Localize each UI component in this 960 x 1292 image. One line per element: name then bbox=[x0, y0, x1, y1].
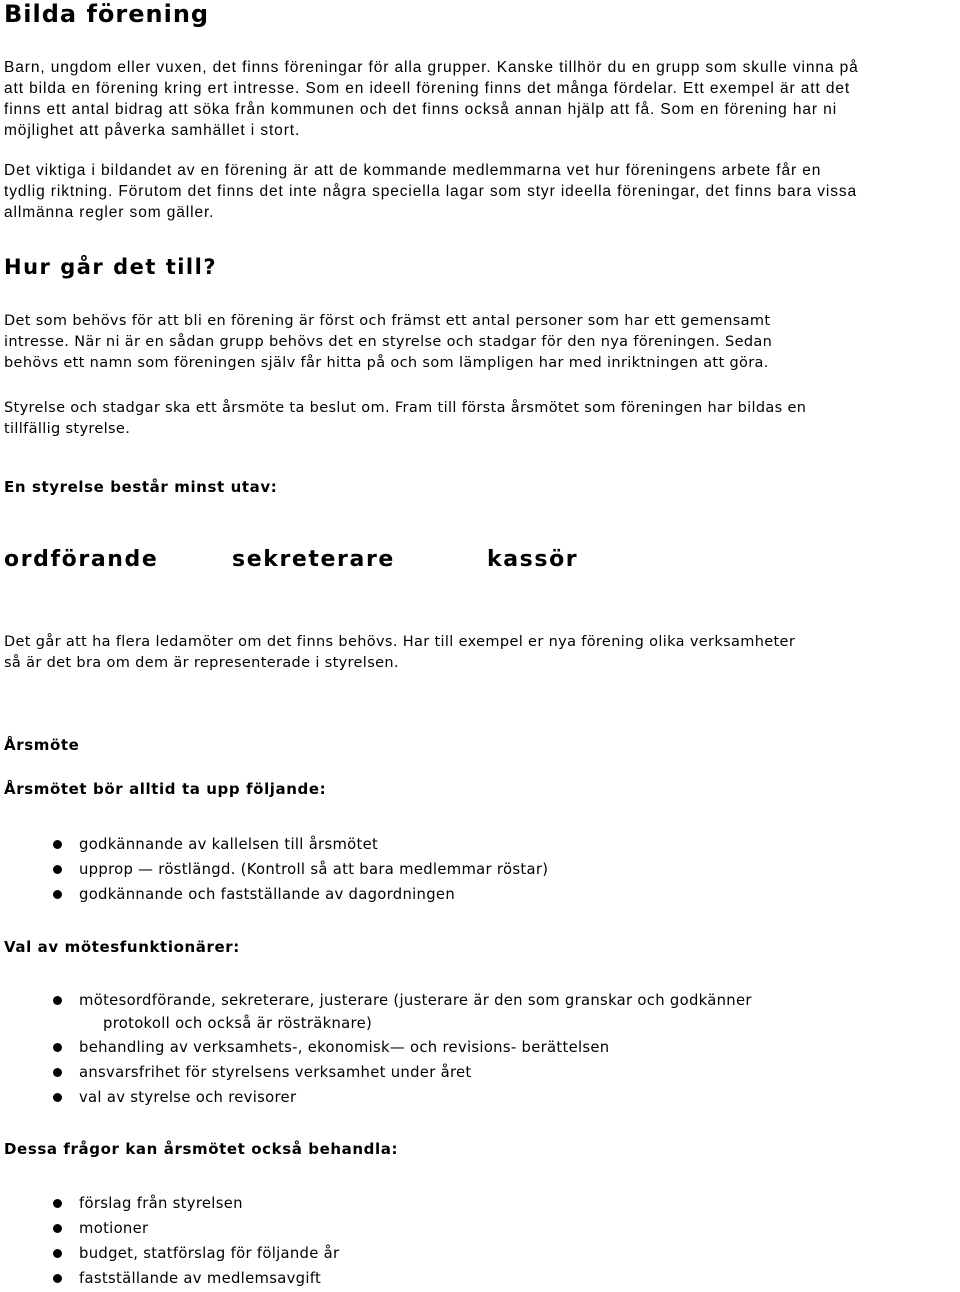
text-line: intresse. När ni är en sådan grupp behövs det en styrelse och stadgar för den nya föreningen. Sedan bbox=[4, 334, 773, 350]
bullet-icon bbox=[53, 865, 62, 874]
list-item-text: ansvarsfrihet för styrelsens verksamhet under året bbox=[79, 1064, 472, 1081]
text-line: Barn, ungdom eller vuxen, det finns föreningar för alla grupper. Kanske tillhör du en grupp som skulle vinna på bbox=[4, 59, 859, 76]
bullet-icon bbox=[53, 1068, 62, 1077]
section-heading-how: Hur går det till? bbox=[4, 255, 218, 279]
list-item bbox=[4, 1035, 752, 1060]
bullet-icon bbox=[53, 840, 62, 849]
intro-paragraph-2 bbox=[4, 160, 956, 223]
list-item-text: val av styrelse och revisorer bbox=[79, 1089, 297, 1106]
text-line: så är det bra om dem är representerade i styrelsen. bbox=[4, 655, 399, 671]
list-item bbox=[4, 988, 752, 1035]
bullet-icon bbox=[53, 890, 62, 899]
annual-meeting-heading: Årsmöte bbox=[4, 736, 80, 754]
list-item bbox=[4, 1085, 752, 1110]
bullet-icon bbox=[53, 1093, 62, 1102]
page-title: Bilda förening bbox=[4, 0, 210, 28]
list-item-text: motioner bbox=[79, 1220, 149, 1237]
text-line: Det viktiga i bildandet av en förening är att de kommande medlemmarna vet hur föreningens arbete får en bbox=[4, 162, 822, 179]
bullet-icon bbox=[53, 1043, 62, 1052]
role-treasurer: kassör bbox=[487, 547, 579, 572]
bullet-icon bbox=[53, 1224, 62, 1233]
text-line: tydlig riktning. Förutom det finns det inte några speciella lagar som styr ideella föreningar, det finns bara vissa bbox=[4, 183, 858, 200]
list-item bbox=[4, 882, 548, 907]
list-item bbox=[4, 1266, 339, 1291]
board-heading: En styrelse består minst utav: bbox=[4, 478, 278, 496]
text-line: behövs ett namn som föreningen själv får hitta på och som lämpligen har med inriktningen att göra. bbox=[4, 355, 769, 371]
role-secretary: sekreterare bbox=[232, 547, 395, 572]
bullet-icon bbox=[53, 1249, 62, 1258]
board-paragraph bbox=[4, 632, 956, 674]
text-line: allmänna regler som gäller. bbox=[4, 204, 215, 221]
text-line: Det går att ha flera ledamöter om det finns behövs. Har till exempel er nya förening olika verksamheter bbox=[4, 634, 796, 650]
list-item bbox=[4, 1241, 339, 1266]
text-line: möjlighet att påverka samhället i stort. bbox=[4, 122, 301, 139]
list-item-text: behandling av verksamhets-, ekonomisk— och revisions- berättelsen bbox=[79, 1039, 610, 1056]
list-item bbox=[4, 1216, 339, 1241]
list-item-text: förslag från styrelsen bbox=[79, 1195, 243, 1212]
annual-must-list bbox=[4, 832, 548, 907]
functionaries-list bbox=[4, 988, 752, 1110]
list-item-text: budget, statförslag för följande år bbox=[79, 1245, 340, 1262]
intro-paragraph-1 bbox=[4, 57, 956, 141]
text-line: att bilda en förening kring ert intresse. Som en ideell förening finns det många fördelar. Ett exempel är att det bbox=[4, 80, 851, 97]
how-paragraph-1 bbox=[4, 311, 956, 374]
text-line: Styrelse och stadgar ska ett årsmöte ta beslut om. Fram till första årsmötet som föreningen har bildas en bbox=[4, 400, 807, 416]
text-line: Det som behövs för att bli en förening är först och främst ett antal personer som har ett gemensamt bbox=[4, 313, 771, 329]
list-item-text: upprop — röstlängd. (Kontroll så att bara medlemmar röstar) bbox=[79, 861, 549, 878]
role-chair: ordförande bbox=[4, 547, 159, 572]
list-item bbox=[4, 832, 548, 857]
how-paragraph-2 bbox=[4, 398, 956, 440]
list-item-text: godkännande och fastställande av dagordningen bbox=[79, 886, 456, 903]
also-list bbox=[4, 1191, 339, 1291]
functionaries-heading: Val av mötesfunktionärer: bbox=[4, 938, 240, 956]
annual-must-heading: Årsmötet bör alltid ta upp följande: bbox=[4, 780, 327, 798]
board-roles bbox=[4, 546, 956, 576]
list-item-continuation: protokoll och också är rösträknare) bbox=[103, 1015, 373, 1032]
text-line: tillfällig styrelse. bbox=[4, 421, 131, 437]
list-item-text: fastställande av medlemsavgift bbox=[79, 1270, 322, 1287]
list-item bbox=[4, 1060, 752, 1085]
bullet-icon bbox=[53, 1199, 62, 1208]
bullet-icon bbox=[53, 1274, 62, 1283]
bullet-icon bbox=[53, 996, 62, 1005]
list-item bbox=[4, 857, 548, 882]
text-line: finns ett antal bidrag att söka från kommunen och det finns också annan hjälp att få. Som en förening har ni bbox=[4, 101, 838, 118]
also-heading: Dessa frågor kan årsmötet också behandla: bbox=[4, 1140, 399, 1158]
list-item bbox=[4, 1191, 339, 1216]
list-item-text: godkännande av kallelsen till årsmötet bbox=[79, 836, 379, 853]
list-item-text: mötesordförande, sekreterare, justerare (justerare är den som granskar och godkänner bbox=[79, 992, 752, 1009]
